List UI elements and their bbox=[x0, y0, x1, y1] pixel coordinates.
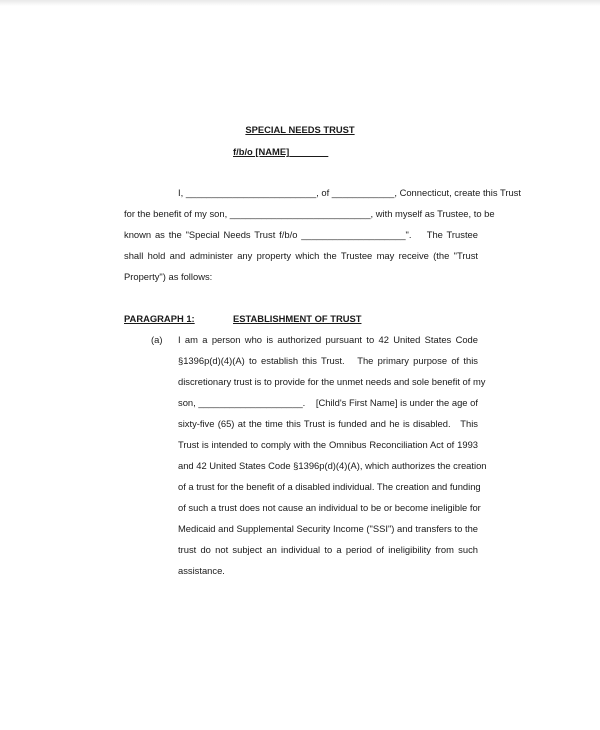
item-line: Trust is intended to comply with the Omnibus Reconciliation Act of 1993 bbox=[178, 439, 478, 450]
fbo-line bbox=[233, 146, 328, 157]
intro-line: shall hold and administer any property which the Trustee may receive (the "Trust bbox=[124, 250, 478, 261]
item-line: son, ____________________. [Child's First Name] is under the age of bbox=[178, 397, 478, 408]
fbo-blank bbox=[289, 146, 328, 157]
intro-line: for the benefit of my son, ___________________________, with myself as Trustee, to be bbox=[124, 208, 495, 219]
item-line: discretionary trust is to provide for the unmet needs and sole benefit of my bbox=[178, 376, 486, 387]
item-line: §1396p(d)(4)(A) to establish this Trust. The primary purpose of this bbox=[178, 355, 478, 366]
item-line: of a trust for the benefit of a disabled individual. The creation and funding bbox=[178, 481, 481, 492]
paragraph-heading: ESTABLISHMENT OF TRUST bbox=[233, 313, 362, 324]
item-line: Medicaid and Supplemental Security Income ("SSI") and transfers to the bbox=[178, 523, 478, 534]
paragraph-number: PARAGRAPH 1: bbox=[124, 313, 195, 324]
intro-line: known as the "Special Needs Trust f/b/o ____________________". The Trustee bbox=[124, 229, 478, 240]
item-line: trust do not subject an individual to a period of ineligibility from such bbox=[178, 544, 478, 555]
item-line: assistance. bbox=[178, 565, 225, 576]
item-line: I am a person who is authorized pursuant to 42 United States Code bbox=[178, 334, 478, 345]
intro-line: Property") as follows: bbox=[124, 271, 213, 282]
document-title: SPECIAL NEEDS TRUST bbox=[245, 124, 355, 135]
item-marker: (a) bbox=[151, 334, 163, 345]
item-line: and 42 United States Code §1396p(d)(4)(A), which authorizes the creation bbox=[178, 460, 487, 471]
fbo-label: f/b/o [NAME] bbox=[233, 146, 290, 157]
intro-line: I, _________________________, of ____________, Connecticut, create this Trust bbox=[178, 187, 521, 198]
item-line: of such a trust does not cause an individual to be or become ineligible for bbox=[178, 502, 481, 513]
item-line: sixty-five (65) at the time this Trust is funded and he is disabled. This bbox=[178, 418, 478, 429]
